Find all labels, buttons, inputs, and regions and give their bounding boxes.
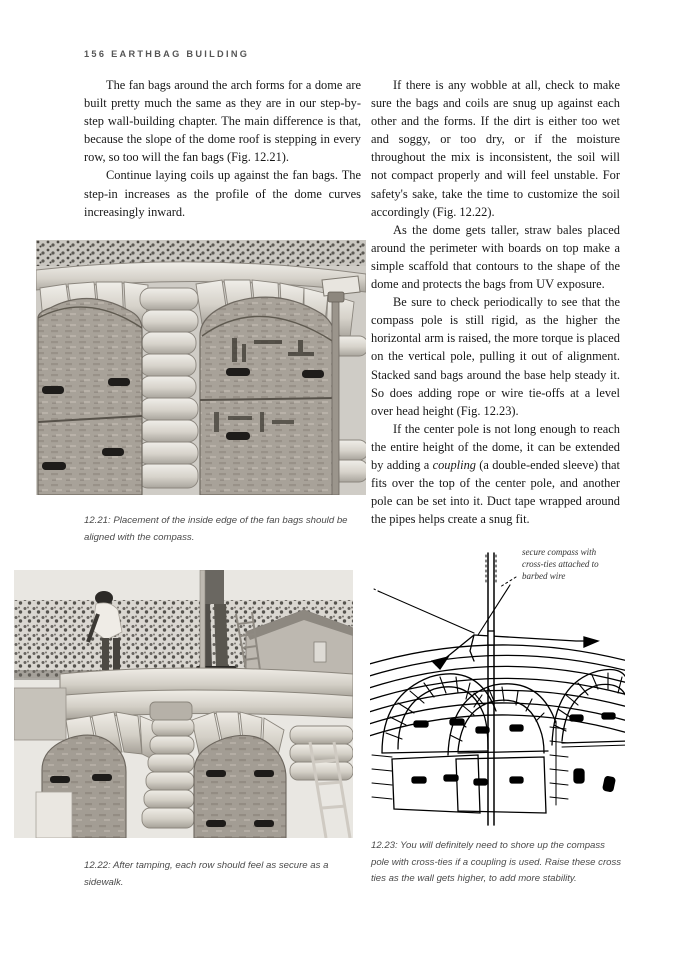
photo-frame (36, 240, 366, 495)
body-column-left (84, 76, 361, 221)
paragraph-with-italic-term (371, 420, 620, 529)
caption-12-21: 12.21: Placement of the inside edge of the fan bags should be aligned with the compass. (84, 515, 348, 543)
figure-photo-12-21 (36, 240, 366, 495)
photo-12-22-graphic (14, 570, 353, 838)
photo-12-21-graphic (36, 240, 366, 495)
paragraph: Be sure to check periodically to see that the compass pole is still rigid, as the higher the horizontal arm is raised, the more torque is placed on the vertical pole, pulling it out of alignment. Stacked sand bags around the base help steady it. So does adding rope or wire tie-offs at a level over head height (Fig. 12.23). (371, 295, 620, 418)
caption-12-23: 12.23: You will definitely need to shore up the compass pole with cross-ties if a coupling is used. Raise these cross ties as the wall gets higher, to add more stability. (371, 840, 622, 884)
body-column-right (371, 76, 620, 528)
paragraph: As the dome gets taller, straw bales placed around the perimeter with boards on top make a simple scaffold that contours to the shape of the dome and protects the bags from UV exposure. (371, 222, 620, 292)
caption-12-22: 12.22: After tamping, each row should feel as secure as a sidewalk. (84, 860, 329, 888)
paragraph: Continue laying coils up against the fan bags. The step-in increases as the profile of the dome curves increasingly inward. (84, 168, 361, 219)
diagram-annotation-line-1: secure compass with (522, 547, 597, 557)
paragraph: If there is any wobble at all, check to make sure the bags and coils are snug up against each other and the forms. If the dirt is either too wet and soggy, or too dry, or if the moisture throughout the mix is inconsistent, the soil will not compact properly and will feel unstable. For safety's sake, take the time to customize the soil accordingly (Fig. 12.22). (371, 78, 620, 219)
text-after-term: (a double-ended sleeve) that fits over the top of the center pole, and another pole can be set into it. Duct tape wrapped around the pipes helps create a snug fit. (371, 457, 620, 527)
figure-diagram-12-23 (370, 543, 625, 828)
diagram-annotation-line-3: barbed wire (522, 571, 566, 581)
photo-frame (14, 570, 353, 838)
diagram-frame (370, 543, 625, 828)
paragraph: The fan bags around the arch forms for a dome are built pretty much the same as they are in our step-by-step wall-building chapter. The main difference is that, because the slope of the dome roof is stepping in every row, so too will the fan bags (Fig. 12.21). (84, 78, 361, 165)
figure-photo-12-22 (14, 570, 353, 838)
diagram-12-23-graphic (370, 543, 625, 828)
running-head: 156 EARTHBAG BUILDING (84, 49, 250, 59)
diagram-annotation-line-2: cross-ties attached to (522, 559, 599, 569)
italic-term: coupling (432, 457, 476, 472)
text-before-term: If the center pole is not long enough to reach the entire height of the dome, it can be extended by adding a (371, 421, 620, 472)
